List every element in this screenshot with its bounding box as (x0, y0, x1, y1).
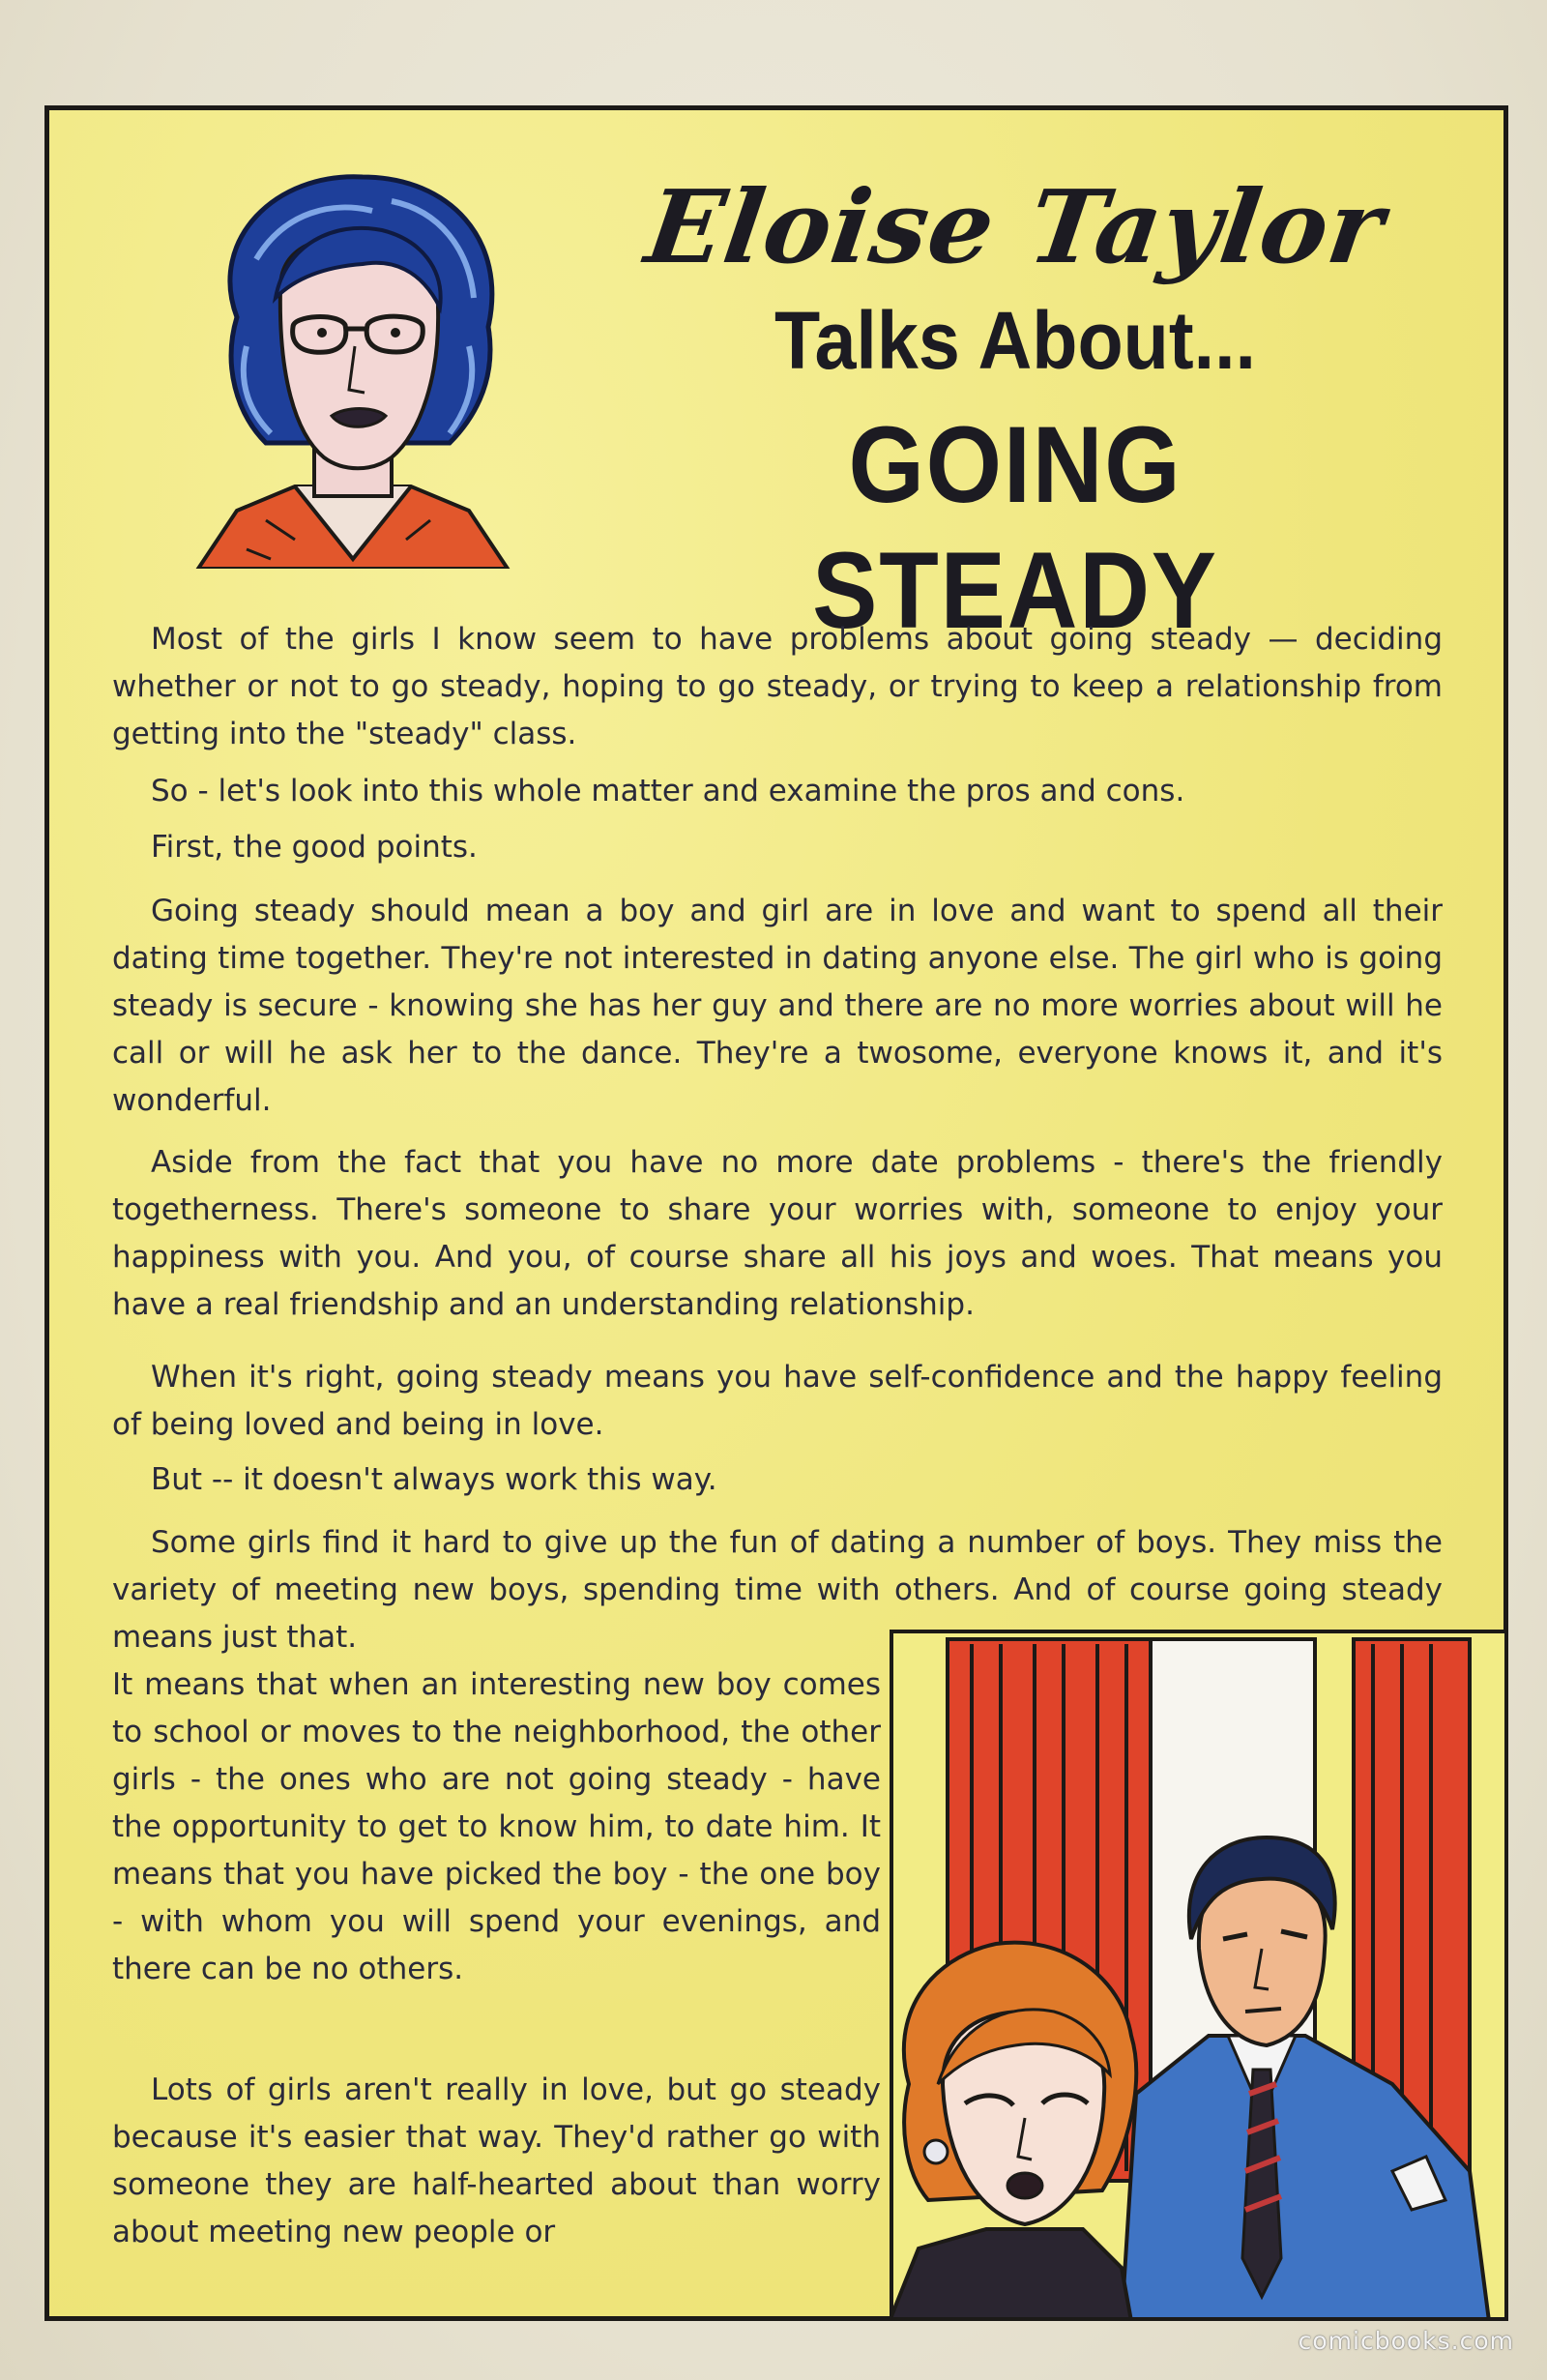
paragraph-6: When it's right, going steady means you have self-confidence and the happy feeling of being loved and being in love. (112, 1360, 1443, 1442)
paragraph-2: So - let's look into this whole matter and examine the pros and cons. (151, 774, 1185, 808)
earring-icon (924, 2140, 948, 2163)
paragraph-7: But -- it doesn't always work this way. (151, 1462, 717, 1497)
paragraph-10: Lots of girls aren't really in love, but go steady because it's easier that way. They'd rather go with someone they are half-hearted about than worry about meeting new people or (112, 2072, 881, 2249)
columnist-name: Eloise Taylor (639, 167, 1391, 286)
paragraph-4: Going steady should mean a boy and girl are in love and want to spend all their dating time together. They're not interested in dating anyone else. The girl who is going steady is secure - knowing she has her guy and there are no more worries about will he call or will he ask her to the dance. They're a twosome, everyone knows it, and it's wonderful. (112, 894, 1443, 1118)
columnist-portrait (179, 153, 527, 569)
article-topic: GOING STEADY (812, 404, 1218, 651)
article-title (609, 164, 1421, 651)
paragraph-8: Some girls find it hard to give up the fun of dating a number of boys. They miss the variety of meeting new boys, spending time with others. And of course going steady means just that. (112, 1525, 1443, 1655)
paragraph-3: First, the good points. (151, 830, 478, 865)
title-subheading: Talks About... (774, 295, 1257, 386)
paragraph-5: Aside from the fact that you have no more date problems - there's the friendly togetherness. There's someone to share your worries with, someone to enjoy your happiness with you. And you, of course share all his joys and woes. That means you have a real friendship and an understanding relationship. (112, 1145, 1443, 1322)
paragraph-1: Most of the girls I know seem to have problems about going steady — deciding whether or not to go steady, hoping to go steady, or trying to keep a relationship from getting into the "steady" class. (112, 622, 1443, 751)
paragraph-9: It means that when an interesting new boy comes to school or moves to the neighborhood, the other girls - the ones who are not going steady - have the opportunity to get to know him, to date him. It means that you have picked the boy - the one boy - with whom you will spend your evenings, and there can be no others. (112, 1667, 881, 1986)
woman-lips (1007, 2173, 1042, 2198)
watermark: comicbooks.com (1298, 2327, 1514, 2355)
couple-illustration (890, 1630, 1508, 2321)
